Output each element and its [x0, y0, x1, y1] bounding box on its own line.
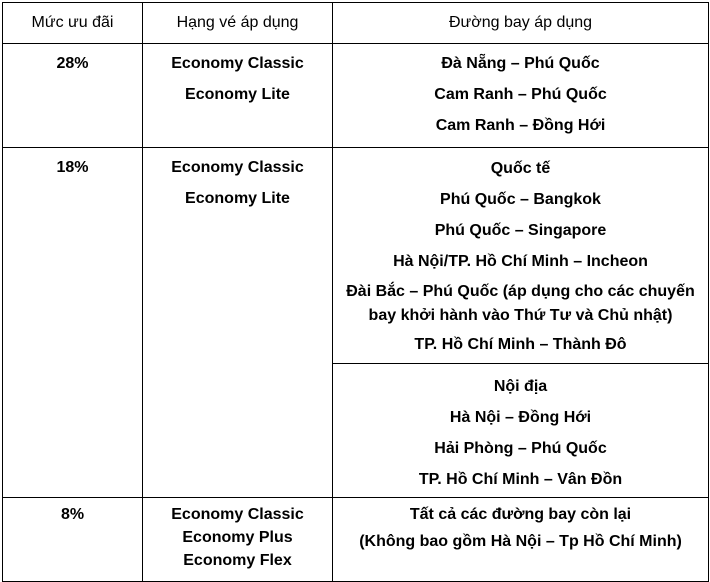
international-heading: Quốc tế: [490, 160, 551, 177]
table-header-row: [3, 3, 709, 44]
route: Hải Phòng – Phú Quốc: [434, 440, 607, 457]
discount-rate-cell: [3, 44, 143, 148]
route-note: (Không bao gồm Hà Nội – Tp Hồ Chí Minh): [359, 533, 682, 550]
fare-class: Economy Classic: [171, 55, 304, 72]
routes-cell: [333, 44, 709, 148]
discount-rate-cell: [3, 148, 143, 498]
fare-class-cell: [143, 498, 333, 582]
fare-class-cell: [143, 148, 333, 498]
route: Hà Nội/TP. Hồ Chí Minh – Incheon: [393, 253, 648, 270]
fare-class: Economy Lite: [185, 190, 290, 207]
route: Tất cả các đường bay còn lại: [409, 506, 632, 523]
table-row: [3, 44, 709, 148]
table-row: [3, 148, 709, 364]
fare-class: Economy Plus: [182, 529, 293, 546]
route: Đà Nẵng – Phú Quốc: [441, 55, 600, 72]
routes-cell: [333, 498, 709, 582]
discount-rate: 18%: [56, 159, 89, 176]
fare-class: Economy Lite: [185, 86, 290, 103]
route: Đài Bắc – Phú Quốc (áp dụng cho các chuyến bay khởi hành vào Thứ Tư và Chủ nhật): [346, 283, 695, 324]
international-routes-cell: [333, 148, 709, 364]
discount-rate: 8%: [60, 506, 85, 523]
route: Phú Quốc – Singapore: [434, 222, 607, 239]
header-fare-class: Hạng vé áp dụng: [143, 3, 333, 44]
header-discount-rate: Mức ưu đãi: [3, 3, 143, 44]
domestic-routes-cell: [333, 364, 709, 498]
discount-rate-cell: [3, 498, 143, 582]
fare-class: Economy Classic: [171, 506, 304, 523]
route: Cam Ranh – Phú Quốc: [434, 86, 607, 103]
route: Cam Ranh – Đồng Hới: [435, 117, 606, 134]
header-routes: Đường bay áp dụng: [333, 3, 709, 44]
route: TP. Hồ Chí Minh – Vân Đồn: [418, 471, 623, 488]
fare-class: Economy Classic: [171, 159, 304, 176]
route: Phú Quốc – Bangkok: [440, 191, 601, 208]
table-row: [3, 498, 709, 582]
discount-rate: 28%: [56, 55, 89, 72]
route: Hà Nội – Đồng Hới: [449, 409, 592, 426]
fare-class-cell: [143, 44, 333, 148]
fare-class: Economy Flex: [183, 552, 292, 569]
domestic-heading: Nội địa: [493, 378, 548, 395]
route: TP. Hồ Chí Minh – Thành Đô: [414, 336, 627, 353]
promotion-table: [2, 2, 709, 582]
